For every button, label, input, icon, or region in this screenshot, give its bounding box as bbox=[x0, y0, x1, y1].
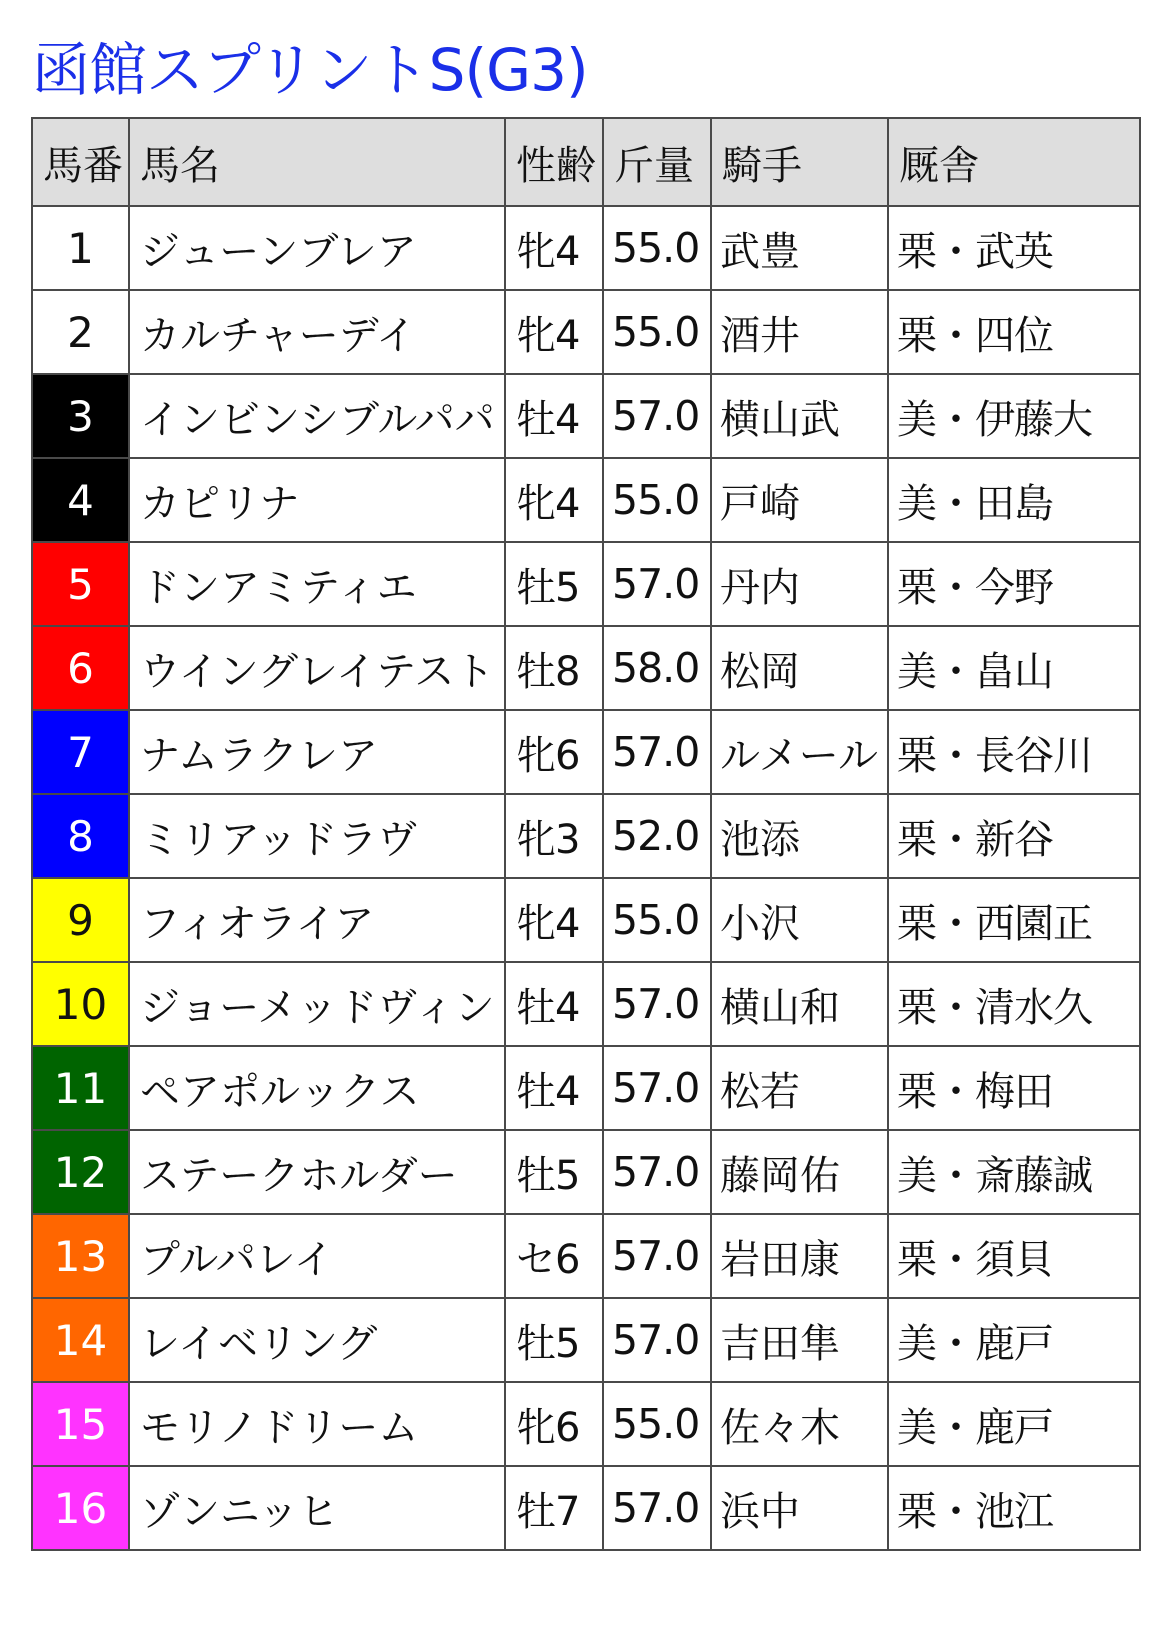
carried-weight: 57.0 bbox=[603, 962, 711, 1046]
stable-name: 栗・須貝 bbox=[888, 1214, 1140, 1298]
jockey-name: 松岡 bbox=[711, 626, 888, 710]
carried-weight: 52.0 bbox=[603, 794, 711, 878]
table-row bbox=[32, 1298, 1140, 1382]
jockey-name: 松若 bbox=[711, 1046, 888, 1130]
horse-name: ステークホルダー bbox=[129, 1130, 505, 1214]
stable-name: 栗・梅田 bbox=[888, 1046, 1140, 1130]
sex-age: 牡4 bbox=[505, 1046, 603, 1130]
header-weight: 斤量 bbox=[603, 118, 711, 206]
sex-age: 牝3 bbox=[505, 794, 603, 878]
stable-name: 栗・池江 bbox=[888, 1466, 1140, 1550]
horse-number: 14 bbox=[32, 1298, 129, 1382]
table-row bbox=[32, 794, 1140, 878]
horse-name: プルパレイ bbox=[129, 1214, 505, 1298]
sex-age: 牝4 bbox=[505, 458, 603, 542]
header-row bbox=[32, 118, 1140, 206]
jockey-name: 岩田康 bbox=[711, 1214, 888, 1298]
sex-age: 牡5 bbox=[505, 542, 603, 626]
jockey-name: 酒井 bbox=[711, 290, 888, 374]
table-row bbox=[32, 1214, 1140, 1298]
horse-name: カピリナ bbox=[129, 458, 505, 542]
horse-name: ナムラクレア bbox=[129, 710, 505, 794]
jockey-name: 横山和 bbox=[711, 962, 888, 1046]
table-row bbox=[32, 878, 1140, 962]
stable-name: 美・畠山 bbox=[888, 626, 1140, 710]
stable-name: 栗・四位 bbox=[888, 290, 1140, 374]
jockey-name: 藤岡佑 bbox=[711, 1130, 888, 1214]
carried-weight: 55.0 bbox=[603, 206, 711, 290]
jockey-name: 横山武 bbox=[711, 374, 888, 458]
horse-number: 1 bbox=[32, 206, 129, 290]
entry-table bbox=[31, 117, 1141, 1551]
header-jockey: 騎手 bbox=[711, 118, 888, 206]
sex-age: 牝4 bbox=[505, 878, 603, 962]
jockey-name: 浜中 bbox=[711, 1466, 888, 1550]
horse-name: インビンシブルパパ bbox=[129, 374, 505, 458]
horse-number: 5 bbox=[32, 542, 129, 626]
sex-age: 牡8 bbox=[505, 626, 603, 710]
table-row bbox=[32, 962, 1140, 1046]
carried-weight: 55.0 bbox=[603, 458, 711, 542]
carried-weight: 57.0 bbox=[603, 1130, 711, 1214]
header-name: 馬名 bbox=[129, 118, 505, 206]
stable-name: 栗・武英 bbox=[888, 206, 1140, 290]
horse-name: カルチャーデイ bbox=[129, 290, 505, 374]
sex-age: 牡4 bbox=[505, 374, 603, 458]
jockey-name: 池添 bbox=[711, 794, 888, 878]
table-row bbox=[32, 710, 1140, 794]
carried-weight: 55.0 bbox=[603, 1382, 711, 1466]
horse-name: ペアポルックス bbox=[129, 1046, 505, 1130]
sex-age: セ6 bbox=[505, 1214, 603, 1298]
table-row bbox=[32, 1466, 1140, 1550]
horse-number: 3 bbox=[32, 374, 129, 458]
horse-number: 10 bbox=[32, 962, 129, 1046]
horse-name: レイベリング bbox=[129, 1298, 505, 1382]
horse-number: 13 bbox=[32, 1214, 129, 1298]
horse-number: 11 bbox=[32, 1046, 129, 1130]
horse-name: ウイングレイテスト bbox=[129, 626, 505, 710]
sex-age: 牝4 bbox=[505, 206, 603, 290]
horse-number: 8 bbox=[32, 794, 129, 878]
jockey-name: 小沢 bbox=[711, 878, 888, 962]
horse-number: 9 bbox=[32, 878, 129, 962]
sex-age: 牝6 bbox=[505, 1382, 603, 1466]
horse-name: ジョーメッドヴィン bbox=[129, 962, 505, 1046]
table-row bbox=[32, 1382, 1140, 1466]
stable-name: 美・鹿戸 bbox=[888, 1382, 1140, 1466]
table-row bbox=[32, 626, 1140, 710]
jockey-name: 武豊 bbox=[711, 206, 888, 290]
carried-weight: 55.0 bbox=[603, 290, 711, 374]
table-row bbox=[32, 206, 1140, 290]
stable-name: 美・伊藤大 bbox=[888, 374, 1140, 458]
horse-number: 7 bbox=[32, 710, 129, 794]
stable-name: 美・鹿戸 bbox=[888, 1298, 1140, 1382]
header-stable: 厩舎 bbox=[888, 118, 1140, 206]
stable-name: 栗・今野 bbox=[888, 542, 1140, 626]
table-row bbox=[32, 458, 1140, 542]
header-number: 馬番 bbox=[32, 118, 129, 206]
jockey-name: 佐々木 bbox=[711, 1382, 888, 1466]
jockey-name: 吉田隼 bbox=[711, 1298, 888, 1382]
horse-name: モリノドリーム bbox=[129, 1382, 505, 1466]
jockey-name: 戸崎 bbox=[711, 458, 888, 542]
horse-name: ゾンニッヒ bbox=[129, 1466, 505, 1550]
stable-name: 栗・長谷川 bbox=[888, 710, 1140, 794]
stable-name: 美・斎藤誠 bbox=[888, 1130, 1140, 1214]
horse-name: フィオライア bbox=[129, 878, 505, 962]
carried-weight: 57.0 bbox=[603, 542, 711, 626]
horse-name: ドンアミティエ bbox=[129, 542, 505, 626]
entry-body bbox=[32, 206, 1140, 1550]
horse-number: 16 bbox=[32, 1466, 129, 1550]
horse-number: 6 bbox=[32, 626, 129, 710]
stable-name: 栗・清水久 bbox=[888, 962, 1140, 1046]
sex-age: 牡4 bbox=[505, 962, 603, 1046]
carried-weight: 57.0 bbox=[603, 1046, 711, 1130]
horse-number: 12 bbox=[32, 1130, 129, 1214]
horse-number: 4 bbox=[32, 458, 129, 542]
sex-age: 牝4 bbox=[505, 290, 603, 374]
stable-name: 栗・新谷 bbox=[888, 794, 1140, 878]
horse-number: 15 bbox=[32, 1382, 129, 1466]
stable-name: 美・田島 bbox=[888, 458, 1140, 542]
sex-age: 牝6 bbox=[505, 710, 603, 794]
sex-age: 牡5 bbox=[505, 1130, 603, 1214]
jockey-name: ルメール bbox=[711, 710, 888, 794]
carried-weight: 57.0 bbox=[603, 374, 711, 458]
table-row bbox=[32, 290, 1140, 374]
carried-weight: 57.0 bbox=[603, 1298, 711, 1382]
horse-name: ジューンブレア bbox=[129, 206, 505, 290]
table-row bbox=[32, 1046, 1140, 1130]
horse-number: 2 bbox=[32, 290, 129, 374]
jockey-name: 丹内 bbox=[711, 542, 888, 626]
sex-age: 牡7 bbox=[505, 1466, 603, 1550]
table-row bbox=[32, 1130, 1140, 1214]
carried-weight: 57.0 bbox=[603, 1214, 711, 1298]
horse-name: ミリアッドラヴ bbox=[129, 794, 505, 878]
header-sex-age: 性齢 bbox=[505, 118, 603, 206]
page-title: 函館スプリントS(G3) bbox=[32, 36, 588, 104]
carried-weight: 55.0 bbox=[603, 878, 711, 962]
sex-age: 牡5 bbox=[505, 1298, 603, 1382]
table-row bbox=[32, 374, 1140, 458]
table-row bbox=[32, 542, 1140, 626]
carried-weight: 58.0 bbox=[603, 626, 711, 710]
carried-weight: 57.0 bbox=[603, 710, 711, 794]
carried-weight: 57.0 bbox=[603, 1466, 711, 1550]
stable-name: 栗・西園正 bbox=[888, 878, 1140, 962]
